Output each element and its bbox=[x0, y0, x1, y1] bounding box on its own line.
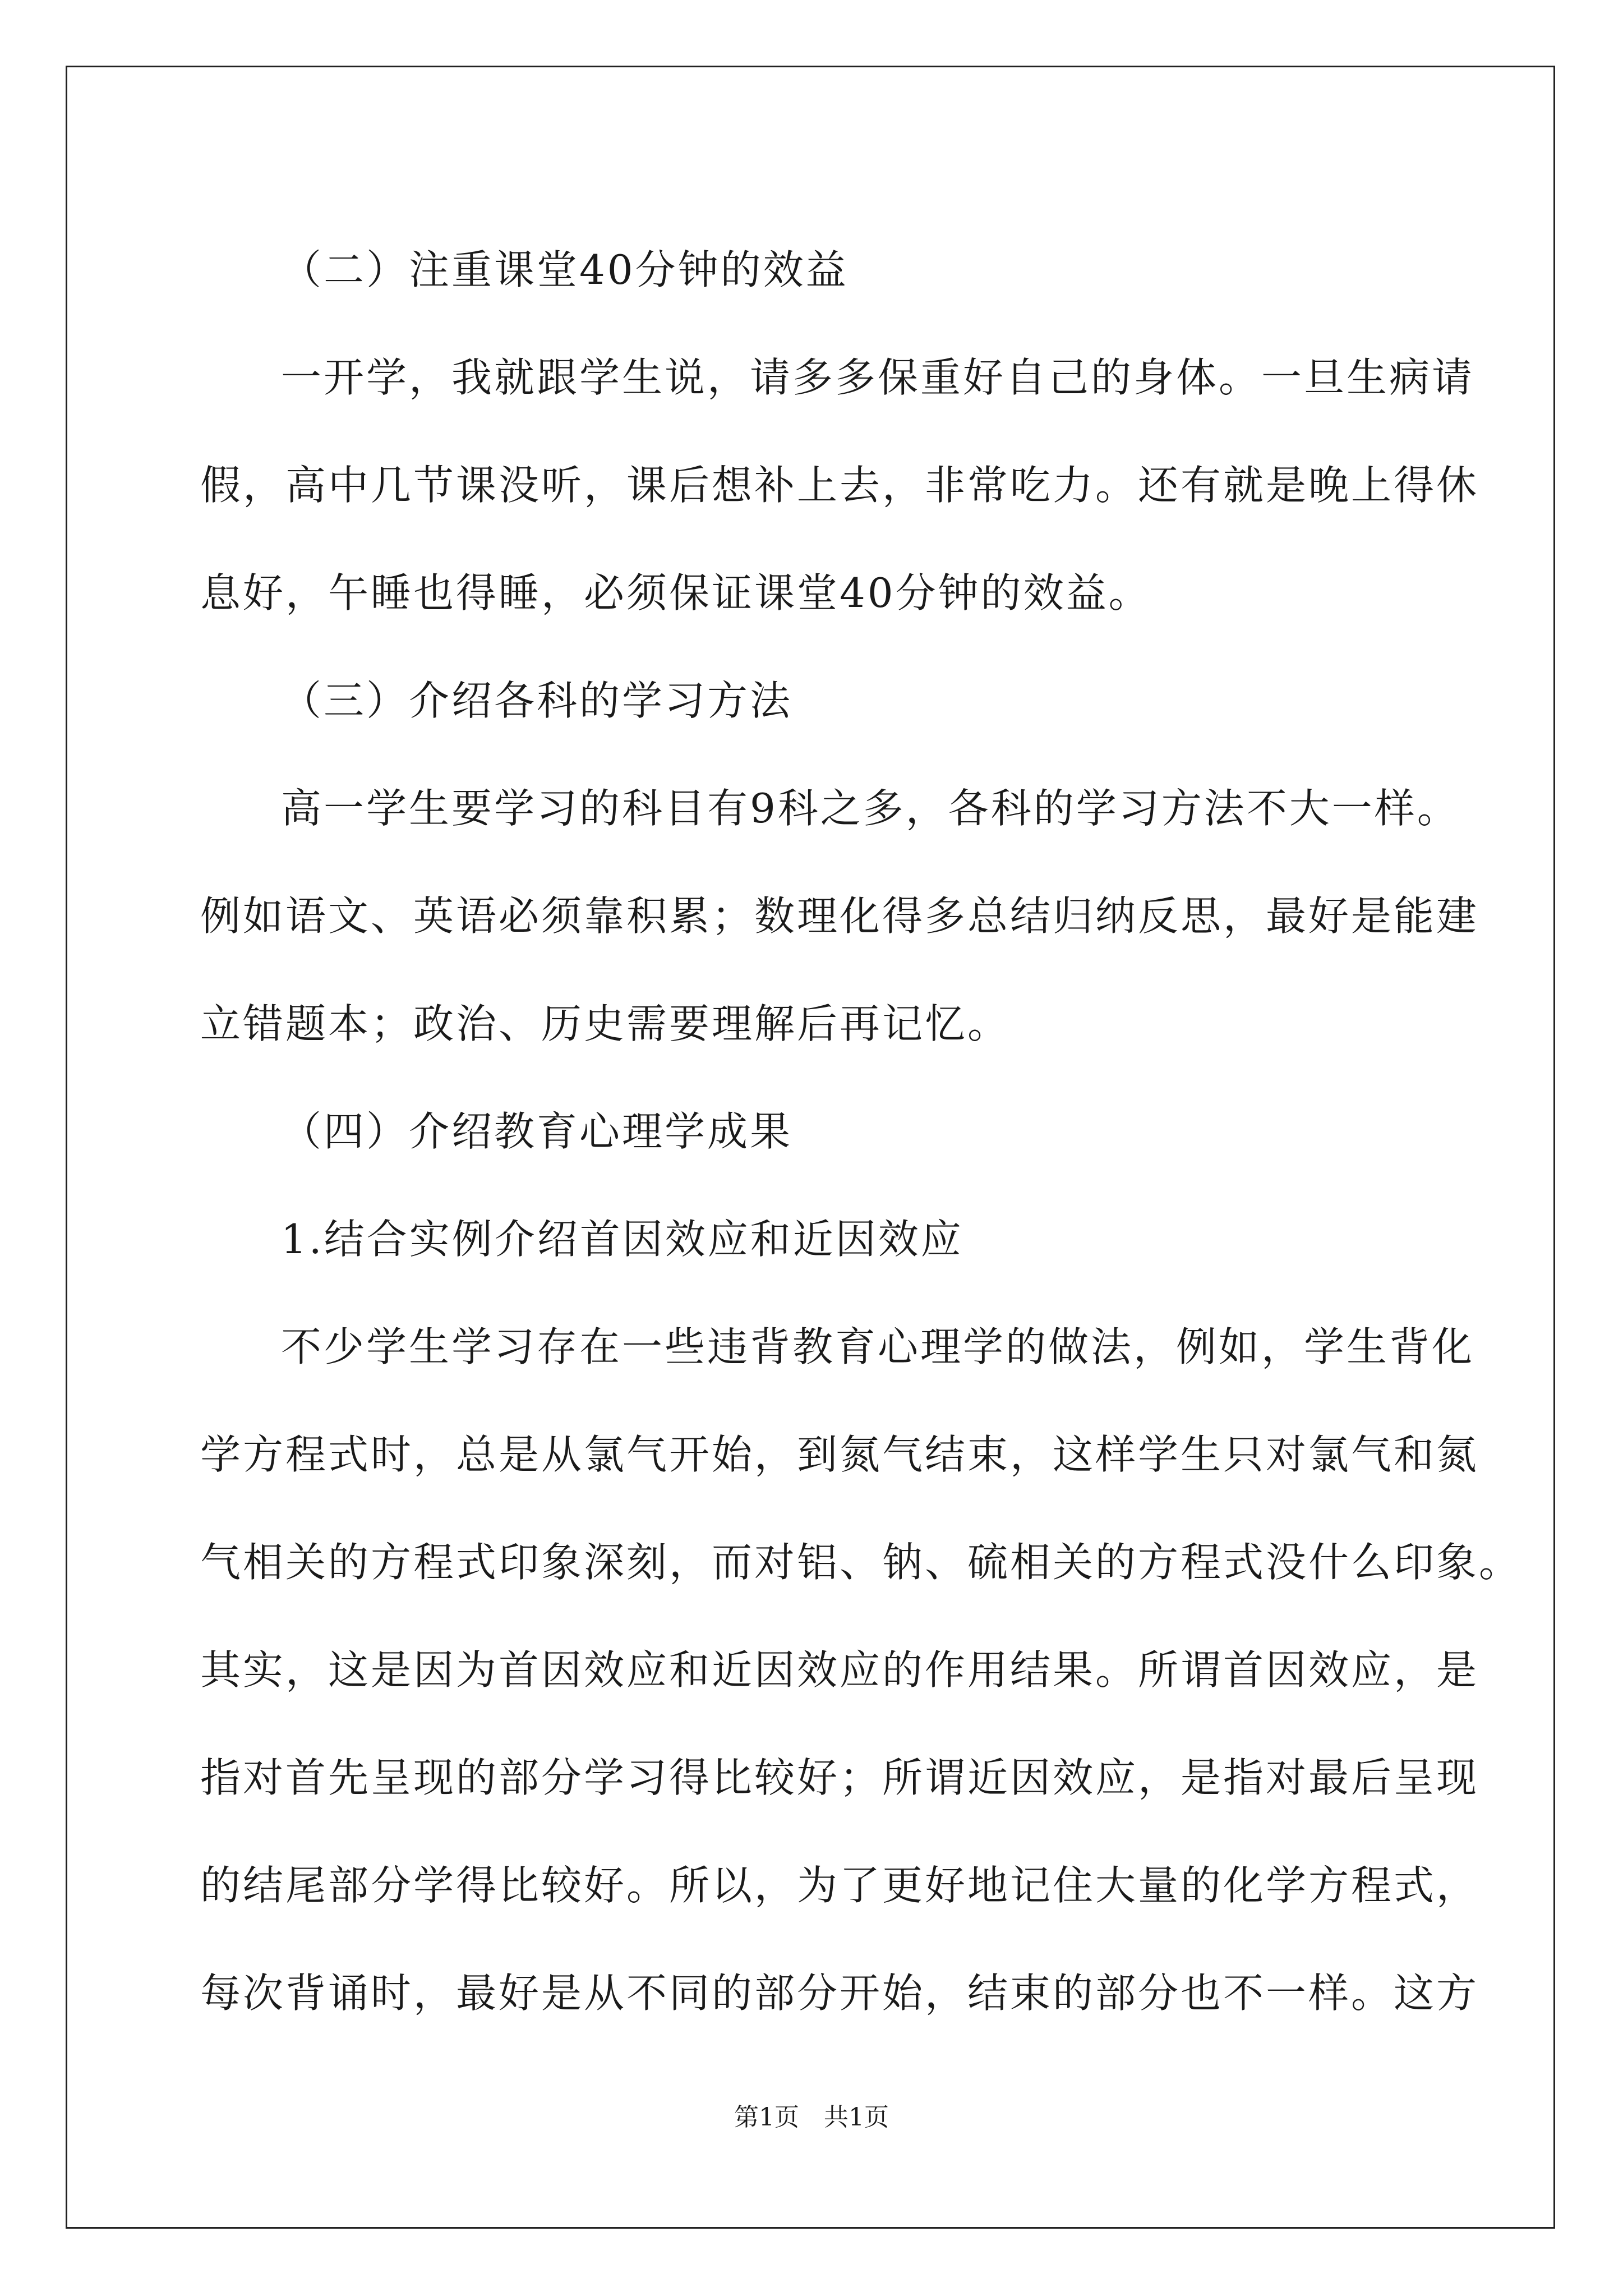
section-heading: （二）注重课堂40分钟的效益 bbox=[281, 246, 849, 293]
section-heading: （四）介绍教育心理学成果 bbox=[281, 1108, 793, 1155]
paragraph-line: 指对首先呈现的部分学习得比较好；所谓近因效应，是指对最后呈现 bbox=[200, 1754, 1479, 1801]
paragraph-line: 每次背诵时，最好是从不同的部分开始，结束的部分也不一样。这方 bbox=[200, 1970, 1479, 2017]
paragraph-line: 高一学生要学习的科目有9科之多，各科的学习方法不大一样。 bbox=[281, 785, 1460, 832]
subsection-heading: 1.结合实例介绍首因效应和近因效应 bbox=[281, 1216, 963, 1263]
page-footer: 第1页 共1页 bbox=[734, 2103, 889, 2132]
paragraph-line: 不少学生学习存在一些违背教育心理学的做法，例如，学生背化 bbox=[281, 1323, 1475, 1370]
document-body bbox=[200, 216, 1522, 2047]
section-heading: （三）介绍各科的学习方法 bbox=[281, 677, 793, 724]
paragraph-line: 息好，午睡也得睡，必须保证课堂40分钟的效益。 bbox=[200, 569, 1151, 616]
paragraph-line: 一开学，我就跟学生说，请多多保重好自己的身体。一旦生病请 bbox=[281, 354, 1475, 401]
paragraph-line: 假，高中几节课没听，课后想补上去，非常吃力。还有就是晚上得休 bbox=[200, 462, 1479, 509]
paragraph-line: 例如语文、英语必须靠积累；数理化得多总结归纳反思，最好是能建 bbox=[200, 892, 1479, 940]
paragraph-line: 其实，这是因为首因效应和近因效应的作用结果。所谓首因效应，是 bbox=[200, 1646, 1479, 1694]
paragraph-line: 的结尾部分学得比较好。所以，为了更好地记住大量的化学方程式， bbox=[200, 1862, 1479, 1909]
paragraph-line: 学方程式时，总是从氯气开始，到氮气结束，这样学生只对氯气和氮 bbox=[200, 1431, 1479, 1478]
paragraph-line: 立错题本；政治、历史需要理解后再记忆。 bbox=[200, 1000, 1011, 1047]
paragraph-line: 气相关的方程式印象深刻，而对铝、钠、硫相关的方程式没什么印象。 bbox=[200, 1539, 1522, 1586]
